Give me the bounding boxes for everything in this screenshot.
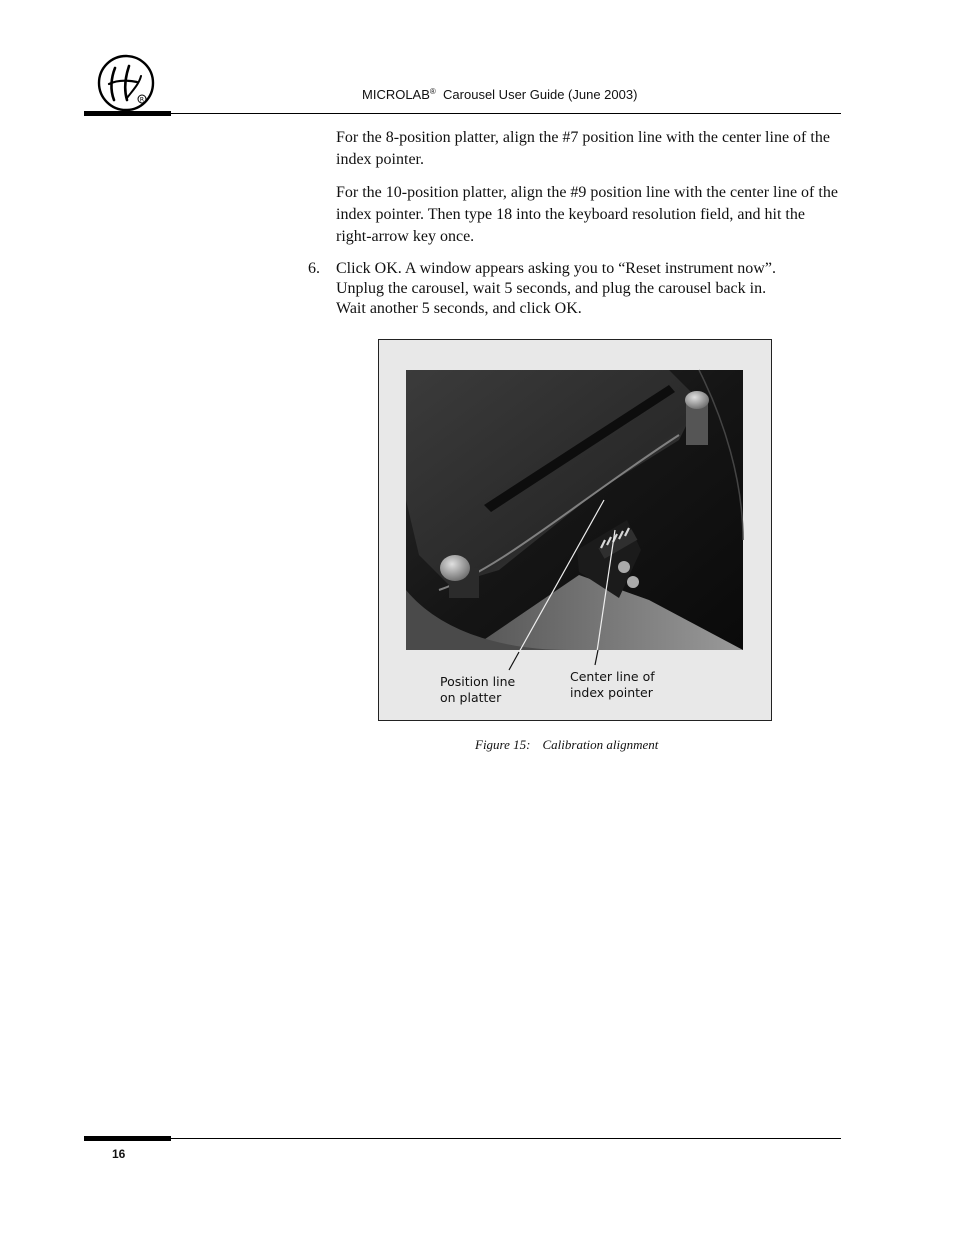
paragraph-8-position: For the 8-position platter, align the #7 position line with the center line of the index pointer. <box>336 129 830 168</box>
callout-center-line: Center line of index pointer <box>570 669 655 700</box>
callout-position-line: Position line on platter <box>440 674 516 705</box>
svg-text:R: R <box>139 96 145 104</box>
hamilton-logo-icon <box>97 54 155 112</box>
caption-title: Calibration alignment <box>542 737 659 752</box>
figure-frame <box>378 339 772 721</box>
step-number: 6. <box>308 260 320 277</box>
header-title-rest: Carousel User Guide (June 2003) <box>443 87 638 102</box>
footer-rule-thin <box>171 1138 841 1139</box>
paragraph-10-position: For the 10-position platter, align the #9 position line with the center line of the index pointer. Then type 18 into the keyboard resolution field, and hit the right-arrow key once. <box>336 184 838 245</box>
caption-label: Figure 15: <box>475 737 531 752</box>
calibration-photo <box>379 340 771 720</box>
document-header-title <box>362 87 637 102</box>
header-brand: MICROLAB <box>362 87 430 102</box>
header-rule-thin <box>171 113 841 114</box>
step-text: Click OK. A window appears asking you to “Reset instrument now”. Unplug the carousel, wait 5 seconds, and plug the carousel back in. Wait another 5 seconds, and click OK. <box>336 260 776 317</box>
registered-mark: ® <box>429 87 436 96</box>
header-rule-thick <box>84 111 171 116</box>
footer-rule-thick <box>84 1136 171 1141</box>
page-number: 16 <box>112 1147 126 1161</box>
figure-caption <box>475 737 658 753</box>
